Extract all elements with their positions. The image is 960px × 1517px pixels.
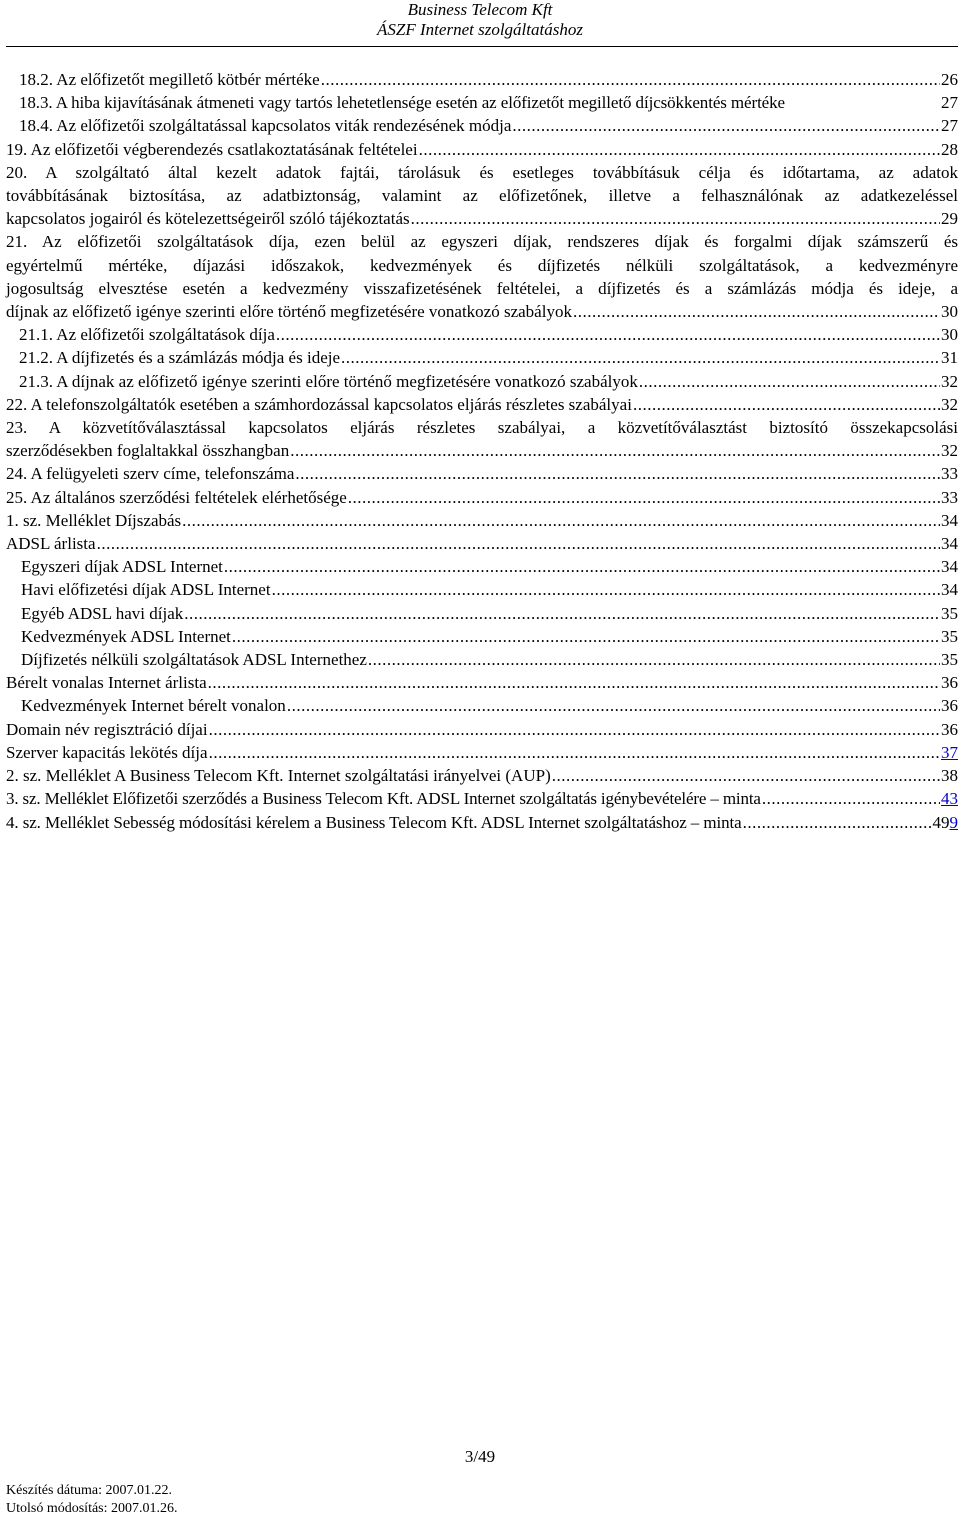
toc-entry-text: 24. A felügyeleti szerv címe, telefonszáma [6,464,295,484]
toc-leader [287,694,940,717]
footer-created-date: Készítés dátuma: 2007.01.22. [6,1483,173,1498]
toc-page-number: 26 [941,70,958,89]
toc-leader [368,648,940,671]
toc-leader [276,323,940,346]
toc-page-number: 33 [941,464,958,484]
toc-entry-text: jogosultság elvesztése esetén a kedvezmény visszafizetésének feltételei, a díjfizetés és a számlázás módja és ideje, a [6,278,958,298]
toc-entry-text: egyértelmű mértéke, díjazási időszakok, kedvezmények és díjfizetés nélküli szolgáltatások, a kedvezményre [6,255,958,275]
toc-entry-text: 23. A közvetítőválasztással kapcsolatos eljárás részletes szabályai, a közvetítőválasztást biztosító összekapcsolási [6,418,958,438]
toc-page-number: 27 [941,93,958,113]
toc-entry[interactable] [6,718,958,741]
toc-page-number: 34 [941,557,958,577]
toc-entry[interactable] [6,114,958,137]
table-of-contents [6,68,958,834]
toc-entry[interactable] [6,741,958,764]
toc-entry-text: 25. Az általános szerződési feltételek elérhetősége [6,487,347,507]
toc-page-number: 34 [941,534,958,554]
toc-entry-text: 21.1. Az előfizetői szolgáltatások díja [19,325,275,345]
toc-page-number: 32 [941,441,958,461]
toc-page-number [933,811,959,834]
toc-entry-text: 18.3. A hiba kijavításának átmeneti vagy tartós lehetetlensége esetén az előfizetőt megillető díjcsökkentés mértéke [19,93,785,113]
toc-entry[interactable] [6,230,958,323]
toc-entry-text: Bérelt vonalas Internet árlista [6,673,207,693]
toc-entry[interactable] [6,393,958,416]
toc-entry[interactable] [6,787,958,810]
toc-entry-text: 4. sz. Melléklet Sebesség módosítási kérelem a Business Telecom Kft. ADSL Internet szolgáltatáshoz – minta [6,812,742,832]
toc-entry[interactable] [6,138,958,161]
toc-page-number: 31 [941,348,958,368]
toc-entry-text: Kedvezmények ADSL Internet [21,626,231,646]
toc-page-number: 36 [941,696,958,716]
toc-entry-text: 20. A szolgáltató által kezelt adatok fajtái, tárolásuk és esetleges továbbításuk célja és időtartama, az adatok [6,162,958,182]
toc-entry[interactable] [6,91,958,114]
toc-leader [762,787,940,810]
toc-entry[interactable] [6,625,958,648]
toc-entry-text: 1. sz. Melléklet Díjszabás [6,510,182,530]
page-number: 3/49 [464,1447,496,1466]
toc-leader [321,68,940,91]
toc-leader [295,462,940,485]
toc-leader [290,439,940,462]
toc-leader [743,811,932,834]
footer-modified-date: Utolsó módosítás: 2007.01.26. [6,1501,178,1516]
toc-entry-text: 19. Az előfizetői végberendezés csatlakoztatásának feltételei [6,139,418,159]
toc-page-link[interactable]: 43 [941,789,958,809]
header-subtitle: ÁSZF Internet szolgáltatáshoz [377,20,583,39]
toc-entry-text: ADSL árlista [6,534,96,554]
toc-entry-text: Díjfizetés nélküli szolgáltatások ADSL Internethez [21,650,367,670]
toc-leader [182,509,940,532]
toc-entry[interactable] [6,671,958,694]
toc-entry-text: Szerver kapacitás lekötés díja [6,742,208,762]
toc-entry[interactable] [6,764,958,787]
toc-page-number: 32 [941,394,958,414]
toc-leader [512,114,940,137]
toc-entry[interactable] [6,462,958,485]
toc-entry-text: 18.2. Az előfizetőt megillető kötbér mértéke [19,70,320,89]
toc-entry-text: 21. Az előfizetői szolgáltatások díja, ezen belül az egyszeri díjak, rendszeres díjak és forgalmi díjak számszerű és [6,232,958,252]
toc-page-number: 30 [941,325,958,345]
toc-page-number: 49 [932,812,950,832]
toc-entry[interactable] [6,323,958,346]
toc-entry[interactable] [6,648,958,671]
toc-entry-text: szerződésekben foglaltakkal összhangban [6,441,290,461]
toc-entry-text: 21.2. A díjfizetés és a számlázás módja és ideje [19,348,341,368]
toc-entry-text: Kedvezmények Internet bérelt vonalon [21,696,286,716]
toc-entry[interactable] [6,509,958,532]
toc-leader [348,486,940,509]
toc-page-number: 32 [941,371,958,391]
toc-entry-text: 21.3. A díjnak az előfizető igénye szerinti előre történő megfizetésére vonatkozó szabályok [19,371,638,391]
toc-leader [209,741,940,764]
toc-leader [209,718,940,741]
header-divider [6,46,958,47]
toc-page-number: 28 [941,139,958,159]
toc-page-number: 36 [941,719,958,739]
toc-page-number: 34 [941,510,958,530]
toc-entry[interactable] [6,486,958,509]
toc-entry[interactable] [6,68,958,91]
toc-entry-text: Egyéb ADSL havi díjak [21,603,184,623]
toc-leader [224,555,940,578]
toc-page-number: 27 [941,116,958,136]
toc-page-number: 35 [941,603,958,623]
toc-leader [341,346,940,369]
toc-entry-text: Havi előfizetési díjak ADSL Internet [21,580,271,600]
toc-entry[interactable] [6,346,958,369]
toc-leader [573,300,940,323]
toc-leader [633,393,940,416]
toc-leader [552,764,940,787]
toc-entry[interactable] [6,694,958,717]
toc-page-number: 36 [941,673,958,693]
toc-page-link[interactable]: 9 [949,812,958,832]
toc-page-link[interactable]: 37 [941,742,958,762]
toc-leader [184,602,940,625]
toc-page-number: 38 [941,766,958,786]
toc-entry-text: 3. sz. Melléklet Előfizetői szerződés a Business Telecom Kft. ADSL Internet szolgáltatás igénybevételére – minta [6,789,761,809]
toc-entry[interactable] [6,370,958,393]
toc-entry-text: kapcsolatos jogairól és kötelezettségeiről szóló tájékoztatás [6,209,410,229]
toc-entry-text: díjnak az előfizető igénye szerinti előre történő megfizetésére vonatkozó szabályok [6,302,572,322]
toc-entry[interactable] [6,416,958,462]
toc-page-number: 29 [941,209,958,229]
toc-entry[interactable] [6,811,958,834]
toc-leader [411,207,940,230]
toc-leader [639,370,940,393]
toc-entry[interactable] [6,602,958,625]
toc-page-number: 35 [941,626,958,646]
toc-leader [97,532,940,555]
toc-page-number: 33 [941,487,958,507]
toc-leader [272,578,940,601]
toc-page-number: 30 [941,302,958,322]
toc-entry-text: 22. A telefonszolgáltatók esetében a számhordozással kapcsolatos eljárás részletes szabályai [6,394,632,414]
toc-entry[interactable] [6,532,958,555]
toc-entry-text: 18.4. Az előfizetői szolgáltatással kapcsolatos viták rendezésének módja [19,116,512,136]
header-company: Business Telecom Kft [407,0,553,19]
toc-entry-text: Domain név regisztráció díjai [6,719,208,739]
toc-page-number: 34 [941,580,958,600]
toc-entry-text: Egyszeri díjak ADSL Internet [21,557,223,577]
toc-entry[interactable] [6,161,958,231]
toc-page-number: 35 [941,650,958,670]
toc-entry-text: 2. sz. Melléklet A Business Telecom Kft. Internet szolgáltatási irányelvei (AUP) [6,766,551,786]
toc-entry[interactable] [6,555,958,578]
toc-leader [208,671,940,694]
toc-leader [232,625,940,648]
toc-entry-text: továbbításának biztosítása, az adatbiztonság, valamint az előfizetőnek, illetve a felhasználónak az adatkezeléssel [6,186,958,206]
toc-entry[interactable] [6,578,958,601]
toc-leader [419,138,940,161]
